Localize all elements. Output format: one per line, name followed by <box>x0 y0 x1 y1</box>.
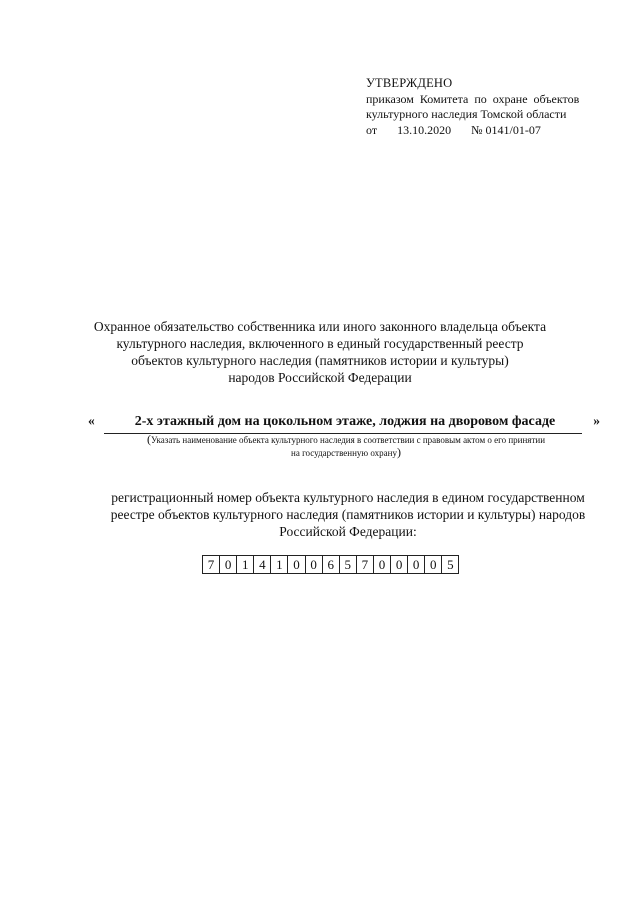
approval-number: 0141/01-07 <box>485 122 541 137</box>
registration-digit: 0 <box>220 556 237 573</box>
registration-digit: 1 <box>237 556 254 573</box>
close-quote: » <box>593 413 600 428</box>
registration-line-2: реестре объектов культурного наследия (памятников истории и культуры) народов <box>110 507 586 522</box>
hint-open-paren: ( <box>146 432 151 446</box>
registration-digit: 5 <box>442 556 459 573</box>
approval-date: 13.10.2020 <box>397 122 452 137</box>
title-line-3: объектов культурного наследия (памятников истории и культуры) <box>131 353 509 368</box>
registration-digit: 4 <box>254 556 271 573</box>
hint-close-paren: ) <box>396 445 401 459</box>
registration-digit: 0 <box>408 556 425 573</box>
object-name: 2-х этажный дом на цокольном этаже, лоджия на дворовом фасаде <box>134 414 556 429</box>
registration-digit: 1 <box>271 556 288 573</box>
registration-digit: 0 <box>306 556 323 573</box>
registration-digit: 7 <box>203 556 220 573</box>
approval-order-line-2: культурного наследия Томской области <box>366 107 567 121</box>
title-line-2: культурного наследия, включенного в единый государственный реестр <box>116 336 524 351</box>
number-prefix: № <box>471 122 483 137</box>
hint-line-2: на государственную охрану <box>291 448 397 458</box>
date-prefix: от <box>366 122 378 137</box>
registration-line-1: регистрационный номер объекта культурного наследия в едином государственном <box>111 490 585 505</box>
registration-digit: 6 <box>323 556 340 573</box>
registration-digit: 0 <box>374 556 391 573</box>
document-title <box>80 318 560 386</box>
approval-date-line <box>366 123 616 139</box>
approval-order-line-1: приказом Комитета по охране объектов <box>366 91 580 106</box>
title-line-4: народов Российской Федерации <box>228 370 412 385</box>
approval-block <box>366 76 616 138</box>
registration-line-3: Российской Федерации: <box>279 524 417 539</box>
hint-line-1: Указать наименование объекта культурного наследия в соответствии с правовым актом о его принятии <box>150 435 546 445</box>
title-line-1: Охранное обязательство собственника или иного законного владельца объекта <box>93 319 547 334</box>
registration-caption <box>90 489 606 540</box>
registration-digit: 0 <box>425 556 442 573</box>
registration-number-boxes <box>202 555 459 574</box>
registration-digit: 0 <box>391 556 408 573</box>
approval-heading: УТВЕРЖДЕНО <box>366 76 453 90</box>
object-name-hint <box>108 433 584 459</box>
registration-digit: 7 <box>357 556 374 573</box>
registration-digit: 0 <box>288 556 305 573</box>
registration-digit: 5 <box>340 556 357 573</box>
open-quote: « <box>88 413 95 428</box>
object-name-row <box>88 413 600 433</box>
